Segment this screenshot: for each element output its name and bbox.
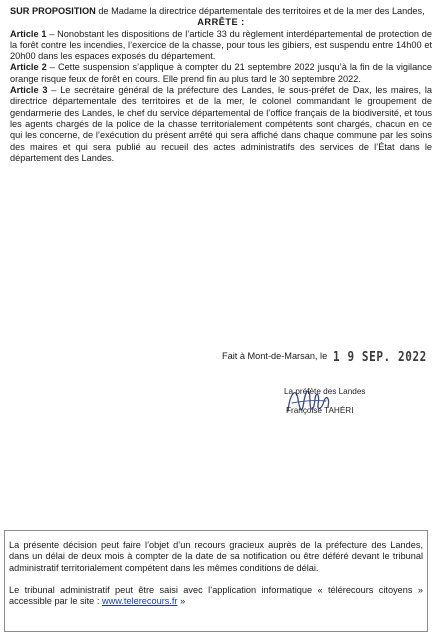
place-and-date-line: Fait à Mont-de-Marsan, le bbox=[222, 351, 328, 361]
telerecours-link[interactable]: www.telerecours.fr bbox=[101, 596, 178, 607]
article-2-label: Article 2 bbox=[10, 62, 47, 73]
article-1-label: Article 1 bbox=[10, 28, 47, 39]
proposition-paragraph bbox=[10, 6, 432, 17]
appeal-notice-paragraph-2 bbox=[9, 585, 423, 608]
arrete-heading: ARRÊTE : bbox=[197, 17, 245, 28]
proposition-lead: SUR PROPOSITION bbox=[10, 6, 96, 16]
appeal-notice-box bbox=[4, 530, 428, 632]
appeal-notice-text: Le tribunal administratif peut être saisi avec l’application informatique « télérecours citoyens » accessible par le site : bbox=[9, 584, 423, 607]
article-3 bbox=[10, 85, 432, 164]
appeal-notice-paragraph-1: La présente décision peut faire l’objet d’un recours gracieux auprès de la préfecture des Landes, dans un délai de deux mois à compter de la date de sa notification ou être déféré devant le tribunal administratif territorialement compétent dans les mêmes conditions de délai. bbox=[9, 540, 423, 573]
article-2 bbox=[10, 62, 432, 85]
appeal-notice-closing: » bbox=[177, 596, 186, 607]
article-1-text: – Nonobstant les dispositions de l’article 33 du règlement interdépartemental de protection de la forêt contre les incendies, l’exercice de la chasse, pour tous les gibiers, est suspendu entre 14h00 et 20h00 dans les espaces exposés du département. bbox=[10, 28, 432, 62]
article-2-text: – Cette suspension s’applique à compter du 21 septembre 2022 jusqu’à la fin de la vigilance orange risque feux de forêt en cours. Elle prend fin au plus tard le 30 septembre 2022. bbox=[10, 62, 432, 84]
signatory-name: Françoise TAHÉRI bbox=[286, 406, 354, 415]
date-stamp: 1 9 SEP. 2022 bbox=[333, 349, 427, 365]
decree-body bbox=[10, 6, 432, 164]
signature-block bbox=[282, 381, 412, 421]
signatory-title: La préfète des Landes bbox=[284, 387, 366, 396]
article-3-text: – Le secrétaire général de la préfecture des Landes, le sous-préfet de Dax, les maires, la directrice départementale des territoires et de la mer, le colonel commandant le groupement de gendarmerie des Landes, le chef du service départemental de l’office français de la biodiversité, et tous les agents chargés de la police de la chasse territorialement compétents sont chargés, chacun en ce qui les concerne, de l’exécution du présent arrêté qui sera affiché dans chaque commune par les soins des maires et qui sera publié au recueil des actes administratifs des services de l’État dans le département des Landes. bbox=[10, 85, 432, 163]
proposition-text: de Madame la directrice départementale des territoires et de la mer des Landes, bbox=[95, 6, 425, 16]
article-1 bbox=[10, 29, 432, 63]
article-3-label: Article 3 bbox=[10, 85, 48, 96]
